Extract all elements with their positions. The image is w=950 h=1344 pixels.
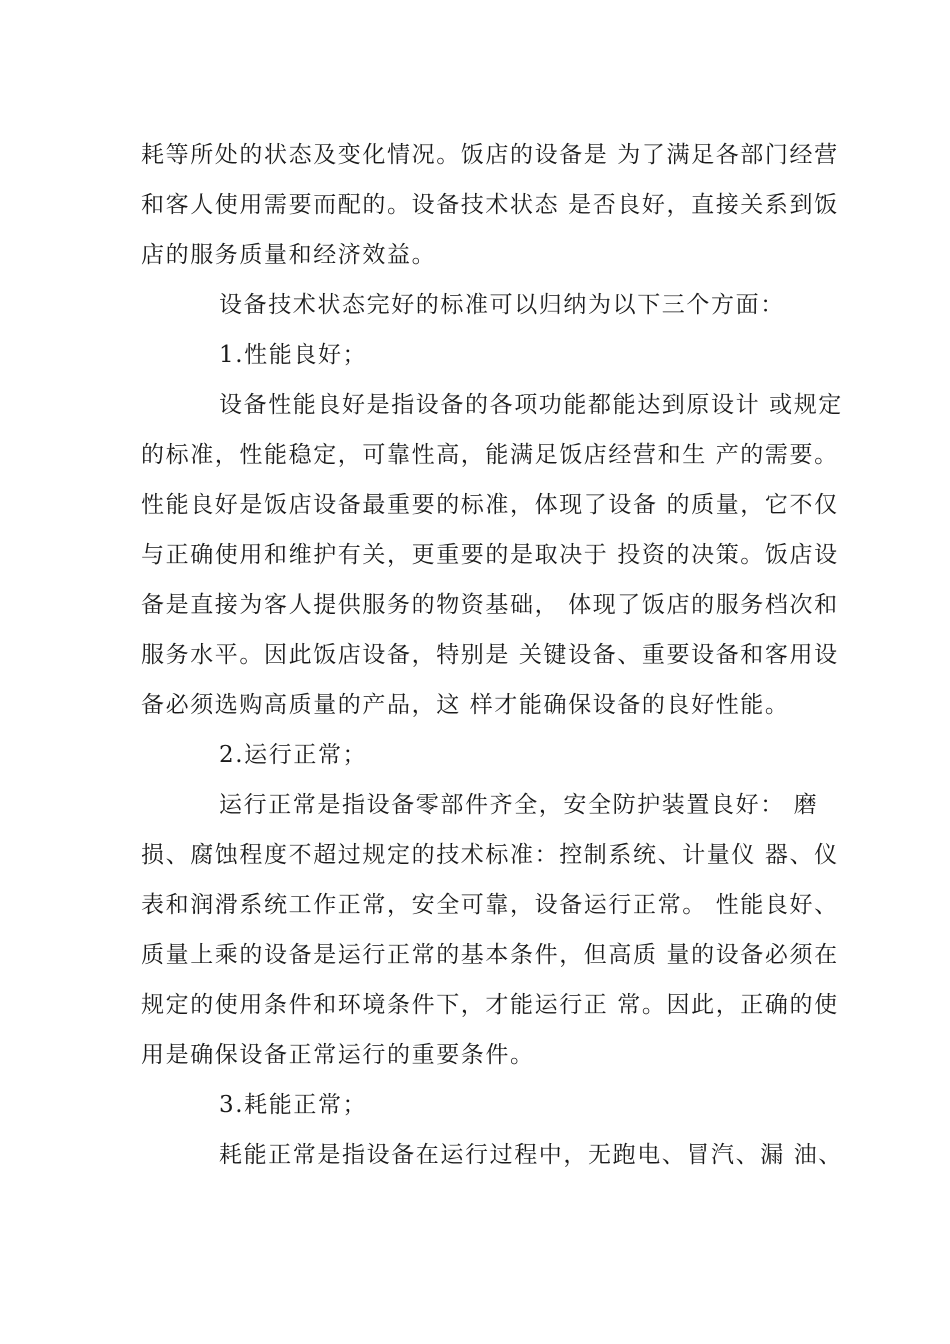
text-line-4: 设备技术状态完好的标准可以归纳为以下三个方面： [219, 292, 785, 318]
text-line-18: 规定的使用条件和环境条件下，才能运行正 常。因此，正确的使 [141, 992, 839, 1018]
text-line-12: 备必须选购高质量的产品，这 样才能确保设备的良好性能。 [141, 692, 790, 718]
text-line-9: 与正确使用和维护有关，更重要的是取决于 投资的决策。饭店设 [141, 542, 839, 568]
text-line-14: 运行正常是指设备零部件齐全，安全防护装置良好： 磨 [219, 792, 819, 818]
text-line-21: 耗能正常是指设备在运行过程中，无跑电、冒汽、漏 油、 [219, 1142, 843, 1168]
text-line-7: 的标准，性能稳定，可靠性高，能满足饭店经营和生 产的需要。 [141, 442, 839, 468]
text-line-15: 损、腐蚀程度不超过规定的技术标准：控制系统、计量仪 器、仪 [141, 842, 839, 868]
text-line-3: 店的服务质量和经济效益。 [141, 242, 437, 268]
text-line-19: 用是确保设备正常运行的重要条件。 [141, 1042, 535, 1068]
text-line-16: 表和润滑系统工作正常，安全可靠，设备运行正常。 性能良好、 [141, 892, 839, 918]
section-heading-3: 3.耗能正常； [219, 1092, 368, 1118]
text-line-11: 服务水平。因此饭店设备，特别是 关键设备、重要设备和客用设 [141, 642, 839, 668]
text-line-17: 质量上乘的设备是运行正常的基本条件，但高质 量的设备必须在 [141, 942, 839, 968]
section-heading-2: 2.运行正常； [219, 742, 368, 768]
text-line-6: 设备性能良好是指设备的各项功能都能达到原设计 或规定 [219, 392, 843, 418]
text-line-10: 备是直接为客人提供服务的物资基础， 体现了饭店的服务档次和 [141, 592, 839, 618]
text-line-8: 性能良好是饭店设备最重要的标准，体现了设备 的质量，它不仅 [141, 492, 839, 518]
text-line-2: 和客人使用需要而配的。设备技术状态 是否良好，直接关系到饭 [141, 192, 839, 218]
text-line-1: 耗等所处的状态及变化情况。饭店的设备是 为了满足各部门经营 [141, 142, 839, 168]
section-heading-1: 1.性能良好； [219, 342, 368, 368]
